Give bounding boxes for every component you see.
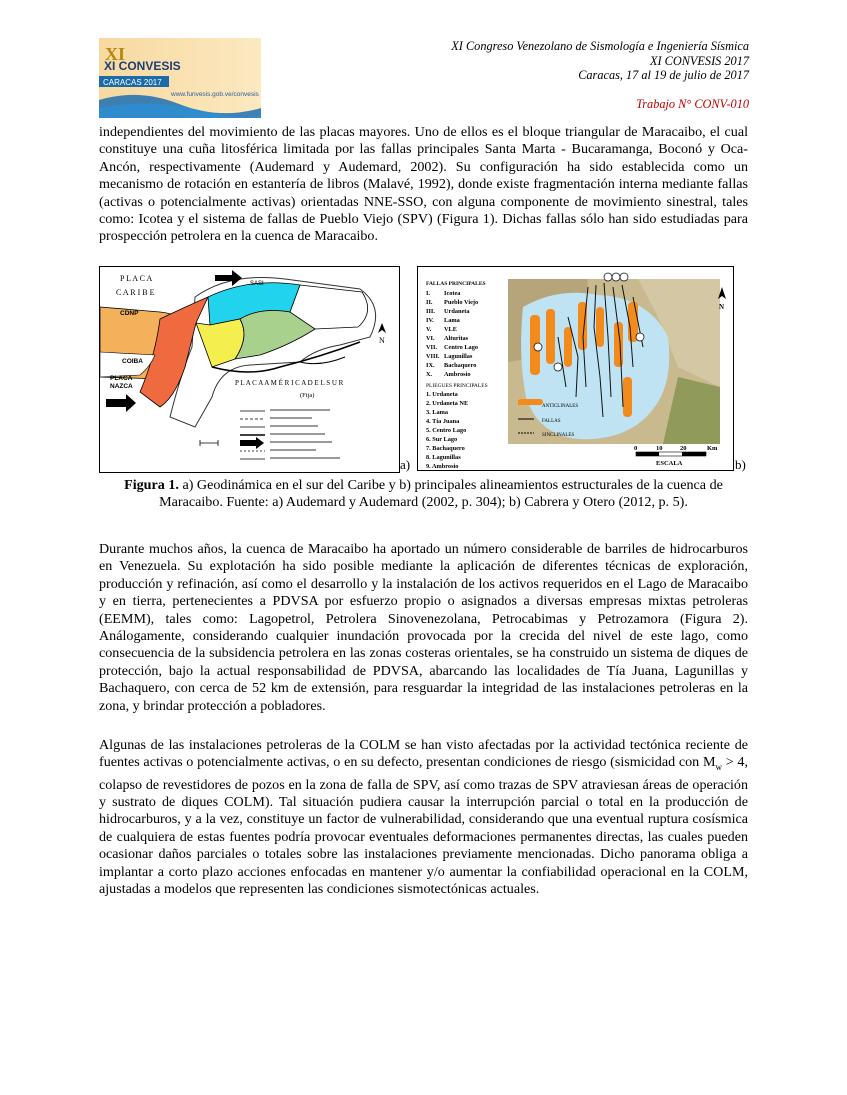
pliegue-2: 2. Urdaneta NE (426, 400, 469, 407)
scale-label: ESCALA (656, 460, 683, 467)
figure-caption (99, 477, 748, 512)
label-fija: (Fija) (300, 392, 315, 399)
falla-num-6: VI. (426, 335, 435, 342)
falla-name-7: Centro Lago (444, 344, 478, 351)
falla-num-1: I. (426, 290, 431, 297)
paragraph-2: Durante muchos años, la cuenca de Maracaibo ha aportado un número considerable de barriles de hidrocarburos en Venezuela. Su explotación ha sido posible mediante la aplicación de diferentes técnicas de exploración, producción y refinación, así como el desarrollo y la instalación de los activos requeridos en el Lago de Maracaibo y en tierra, pertenecientes a PDVSA por esfuerzo propio o asignados a diversas empresas mixtas petroleras (EEMM), tales como: Lagopetrol, Petrolera Sinovenezolana, Petrocabimas y Petrozamora (Figura 2). Análogamente, considerando cualquier inundación provocada por la crecida del nivel de este lago, como consecuencia de la subsidencia petrolera en las zonas costeras orientales, se ha construido un sistema de diques de protección, bajo la actual responsabilidad de PDVSA, abarcando las localidades de Tía Juana, Lagunillas y Bachaquero, con cerca de 52 km de extensión, para resguardar la integridad de las instalaciones petroleras en la zona, y brindar protección a pobladores. (99, 541, 748, 714)
magnitude-subscript: w (715, 762, 722, 773)
pliegue-3: 3. Lama (426, 409, 449, 416)
label-placa-caribe-1: P L A C A (120, 274, 153, 283)
figure-b-structural-map (417, 266, 734, 471)
falla-num-10: X. (426, 371, 433, 378)
falla-name-5: VLE (444, 326, 457, 333)
label-placa-nazca-2: NAZCA (110, 383, 133, 390)
falla-name-1: Icotea (444, 290, 461, 297)
label-placa-caribe-2: C A R I B E (116, 288, 155, 297)
caption-text: a) Geodinámica en el sur del Caribe y b) principales alineamientos estructurales de la cuenca de Maracaibo. Fuente: a) Audemard y Audemard (2002, p. 304); b) Cabrera y Otero (2012, p. 5). (159, 477, 723, 511)
caption-label: Figura 1. (124, 477, 179, 493)
logo-url: www.funvesis.gob.ve/convesis (171, 91, 259, 98)
label-cdnp: CDNP (120, 310, 139, 317)
scale-10: 10 (656, 445, 663, 452)
falla-num-5: V. (426, 326, 432, 333)
figure-a-tag: a) (400, 457, 411, 472)
scale-20: 20 (680, 445, 687, 452)
logo-title: XI CONVESIS (104, 59, 181, 73)
pliegue-7: 7. Bachaquero (426, 445, 465, 452)
figure-b-tag: b) (735, 457, 746, 472)
svg-text:XI: XI (105, 44, 126, 64)
north-label-a: N (379, 336, 385, 345)
pliegues-title: PLIEGUES PRINCIPALES (426, 383, 488, 389)
conference-name: XI Congreso Venezolano de Sismología e Ingeniería Sísmica (451, 39, 749, 53)
pliegue-8: 8. Lagunillas (426, 454, 461, 461)
falla-num-2: II. (426, 299, 433, 306)
conference-date: Caracas, 17 al 19 de julio de 2017 (578, 68, 749, 82)
legend-anticlinales: ANTICLINALES (542, 404, 579, 409)
falla-num-3: III. (426, 308, 435, 315)
falla-name-6: Alturitas (444, 335, 469, 342)
falla-name-9: Bachaquero (444, 362, 477, 369)
label-sasi: SASI (250, 281, 264, 287)
falla-name-4: Lama (444, 317, 460, 324)
pliegue-6: 6. Sur Lago (426, 436, 458, 443)
pliegue-4: 4. Tía Juana (426, 418, 460, 425)
falla-num-8: VIII. (426, 353, 440, 360)
falla-name-2: Pueblo Viejo (444, 299, 479, 306)
paragraph-3-part-a: Algunas de las instalaciones petroleras de la COLM se han visto afectadas por la actividad tectónica reciente de fuentes activas o potencialmente activas, o en su defecto, presentan condiciones de riesgo (sismicidad con M (99, 737, 748, 771)
scale-0: 0 (634, 445, 638, 452)
falla-name-3: Urdaneta (444, 308, 470, 315)
scale-unit: Km (707, 445, 718, 452)
paper-number: Trabajo N° CONV-010 (636, 96, 749, 111)
figure-a-geodynamic-map (99, 266, 400, 473)
falla-name-8: Lagunillas (444, 353, 473, 360)
legend-fallas: FALLAS (542, 419, 561, 424)
label-placa-nazca-1: PLACA (110, 375, 133, 382)
conference-edition: XI CONVESIS 2017 (649, 53, 749, 68)
falla-num-9: IX. (426, 362, 435, 369)
logo-subtitle: CARACAS 2017 (103, 78, 162, 87)
falla-name-10: Ambrosio (444, 371, 471, 378)
north-label-b: N (719, 303, 725, 311)
label-coiba: COIBA (122, 358, 143, 365)
paragraph-3-part-b: > 4, colapso de revestidores de pozos en la zona de falla de SPV, así como trazas de SPV atraviesan áreas de operación y sustrato de diques COLM). Tal situación pudiera causar la interrupción parcial o total en la producción de hidrocarburos, y a la vez, constituye un factor de vulnerabilidad, considerando que una eventual ruptura cosísmica de cualquiera de estas fuentes podría provocar eventuales deformaciones permanentes directas, las cuales pueden ocasionar daños parciales o totales sobre las instalaciones previamente mencionadas. Dicho panorama obliga a implantar a corto plazo acciones enfocadas en mantener y/o aumentar la confiabilidad operacional en la COLM, ajustadas a modelos que representen las condiciones sismotectónicas actuales. (99, 754, 748, 898)
pliegue-5: 5. Centro Lago (426, 427, 467, 434)
fallas-title: FALLAS PRINCIPALES (426, 281, 486, 287)
pliegue-9: 9. Ambrosio (426, 463, 459, 470)
convesis-logo (99, 38, 261, 118)
paragraph-3 (99, 737, 748, 898)
legend-sinclinales: SINCLINALES (542, 433, 575, 438)
running-header (451, 39, 749, 111)
label-placa-sur: P L A C A A M É R I C A D E L S U R (235, 379, 344, 387)
falla-num-7: VII. (426, 344, 438, 351)
falla-num-4: IV. (426, 317, 434, 324)
paragraph-1: independientes del movimiento de las placas mayores. Uno de ellos es el bloque triangular de Maracaibo, el cual constituye una cuña litosférica limitada por las fallas principales Santa Marta - Bucaramanga, Boconó y Oca-Ancón, respectivamente (Audemard y Audemard, 2002). Su configuración ha sido establecida como un mecanismo de rotación en estantería de libros (Malavé, 1992), donde existe fragmentación interna mediante fallas (activas o potencialmente activas) orientadas NNE-SSO, con alguna componente de movimiento sinestral, tales como: Icotea y el sistema de fallas de Pueblo Viejo (SPV) (Figura 1). Dichas fallas sólo han sido estudiadas para prospección petrolera en la cuenca de Maracaibo. (99, 124, 748, 245)
pliegue-1: 1. Urdaneta (426, 391, 458, 398)
